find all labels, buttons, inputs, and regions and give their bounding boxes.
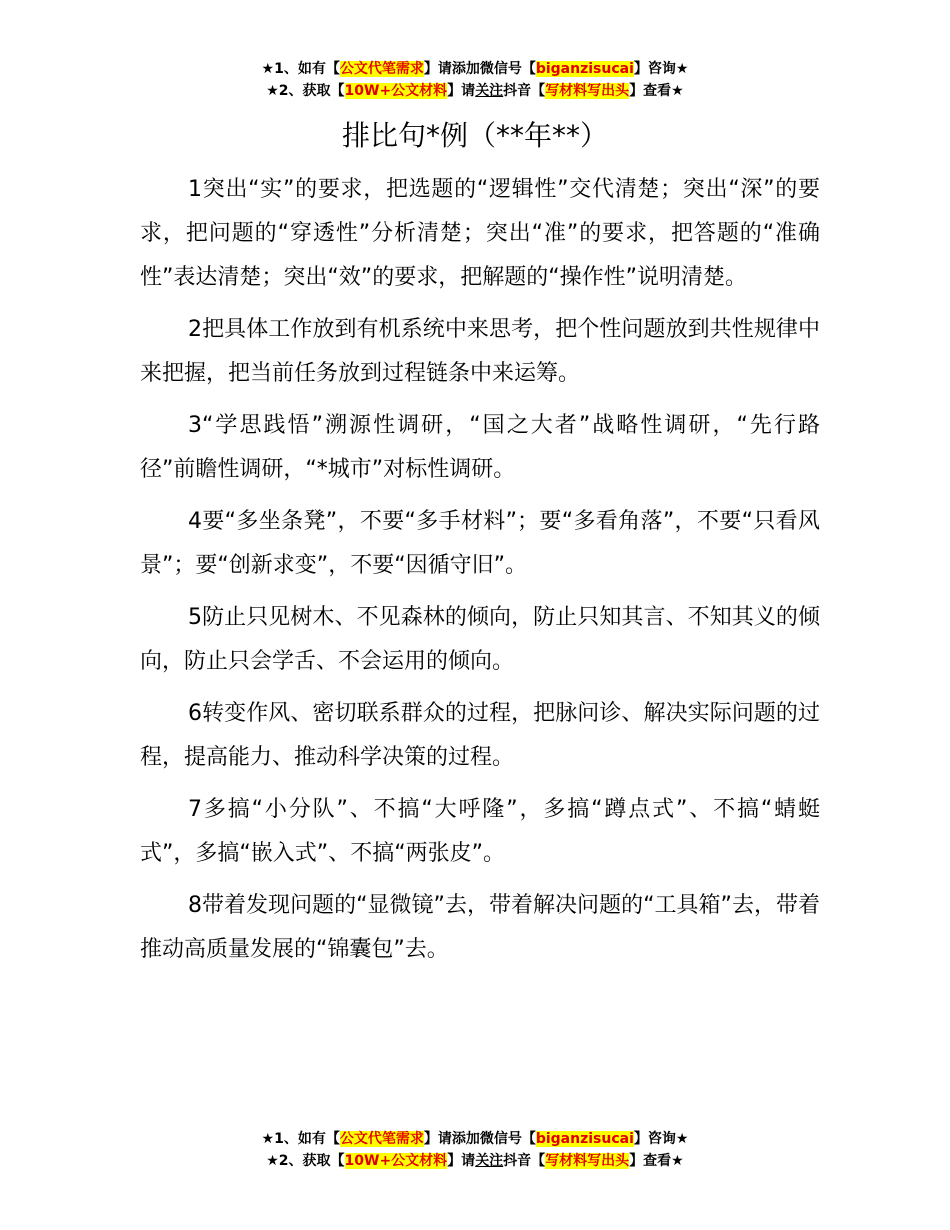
paragraph-4: 4要“多坐条凳”，不要“多手材料”；要“多看角落”，不要“只看风景”；要“创新求变”，不要“因循守旧”。 (140, 509, 820, 578)
highlight-service: 公文代笔需求 (339, 61, 424, 77)
footer-banner (0, 1128, 950, 1172)
paragraph-2: 2把具体工作放到有机系统中来思考，把个性问题放到共性规律中来把握，把当前任务放到过程链条中来运筹。 (140, 317, 820, 386)
banner-line-1: ★1、如有【公文代笔需求】请添加微信号【biganzisucai】咨询★ (261, 61, 689, 77)
footer-highlight-service: 公文代笔需求 (339, 1131, 424, 1147)
paragraph-7: 7多搞“小分队”、不搞“大呼隆”，多搞“蹲点式”、不搞“蜻蜓式”，多搞“嵌入式”、不搞“两张皮”。 (140, 797, 820, 866)
paragraph-6: 6转变作风、密切联系群众的过程，把脉问诊、解决实际问题的过程，提高能力、推动科学决策的过程。 (140, 701, 820, 770)
footer-highlight-materials: 10W+公文材料 (344, 1153, 448, 1169)
paragraph-3: 3“学思践悟”溯源性调研，“国之大者”战略性调研，“先行路径”前瞻性调研，“*城市”对标性调研。 (140, 413, 820, 482)
document-body (140, 168, 820, 980)
header-banner (0, 58, 950, 102)
paragraph-5: 5防止只见树木、不见森林的倾向，防止只知其言、不知其义的倾向，防止只会学舌、不会运用的倾向。 (140, 605, 820, 674)
banner-line-2: ★2、获取【10W+公文材料】请关注抖音【写材料写出头】查看★ (266, 83, 684, 99)
footer-highlight-douyin: 写材料写出头 (545, 1153, 630, 1169)
paragraph-8: 8带着发现问题的“显微镜”去，带着解决问题的“工具箱”去，带着推动高质量发展的“锦囊包”去。 (140, 893, 820, 962)
footer-underline-follow: 关注 (475, 1153, 504, 1169)
highlight-wechat-id: biganzisucai (535, 61, 634, 77)
underline-follow: 关注 (475, 83, 504, 99)
footer-line-1: ★1、如有【公文代笔需求】请添加微信号【biganzisucai】咨询★ (261, 1131, 689, 1147)
highlight-materials: 10W+公文材料 (344, 83, 448, 99)
footer-line-2: ★2、获取【10W+公文材料】请关注抖音【写材料写出头】查看★ (266, 1153, 684, 1169)
footer-highlight-wechat-id: biganzisucai (535, 1131, 634, 1147)
highlight-douyin: 写材料写出头 (545, 83, 630, 99)
page-title: 排比句*例（**年**） (341, 119, 608, 152)
paragraph-1: 1突出“实”的要求，把选题的“逻辑性”交代清楚；突出“深”的要求，把问题的“穿透性”分析清楚；突出“准”的要求，把答题的“准确性”表达清楚；突出“效”的要求，把解题的“操作性”说明清楚。 (140, 177, 820, 290)
